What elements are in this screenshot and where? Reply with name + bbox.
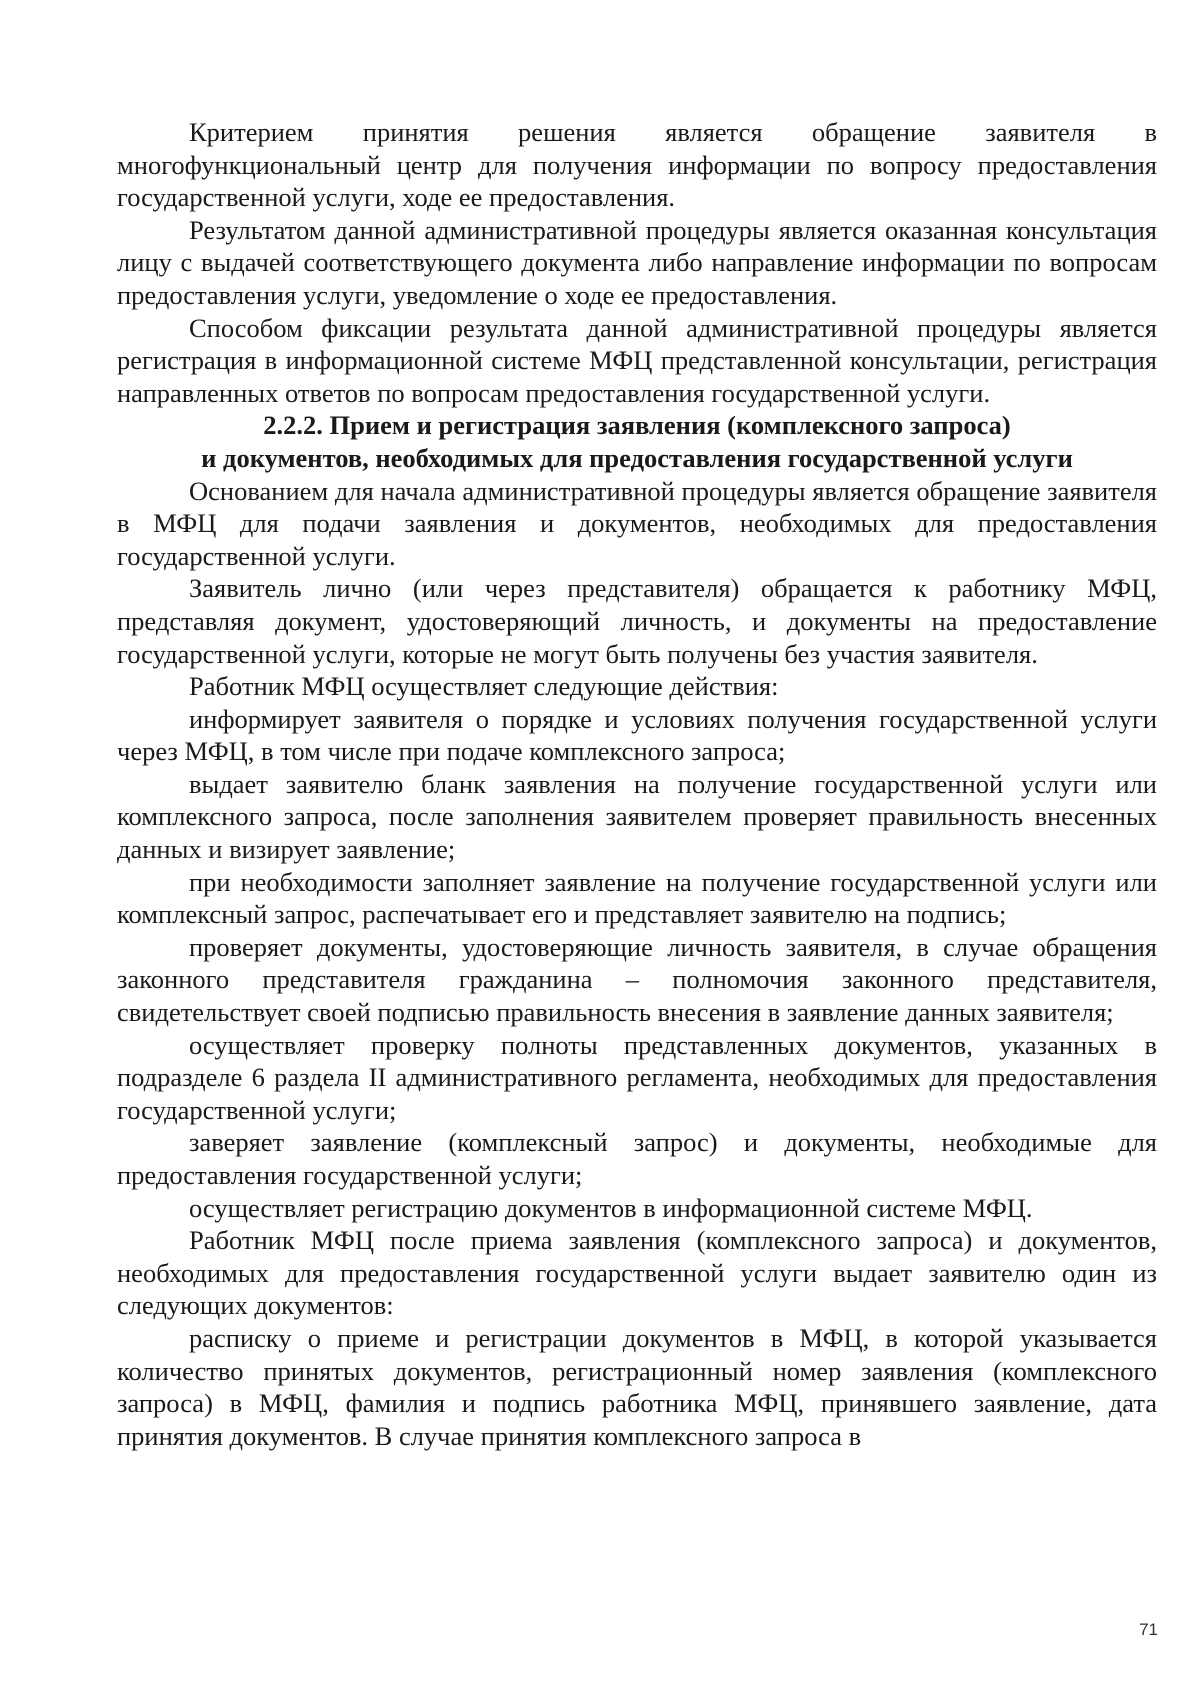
paragraph-procedure-basis: Основанием для начала административной процедуры является обращение заявителя в МФЦ для подачи заявления и документов, необходимых для предоставления государственной услуги.	[117, 475, 1157, 571]
list-item-issues-form: выдает заявителю бланк заявления на получение государственной услуги или комплексного запроса, после заполнения заявителем проверяет правильность внесенных данных и визирует заявление;	[117, 768, 1157, 865]
paragraph-worker-actions-intro: Работник МФЦ осуществляет следующие действия:	[189, 671, 779, 702]
paragraph-decision-criterion: Критерием принятия решения является обращение заявителя в многофункциональный центр для получения информации по вопросу предоставления государственной услуги, ходе ее предоставления.	[117, 117, 1157, 213]
list-item-certifies: заверяет заявление (комплексный запрос) и документы, необходимые для предоставления государственной услуги;	[117, 1127, 1157, 1190]
section-heading	[117, 409, 1157, 474]
section-heading-line-2: и документов, необходимых для предоставления государственной услуги	[201, 442, 1073, 473]
list-item-checks-identity: проверяет документы, удостоверяющие личность заявителя, в случае обращения законного представителя гражданина – полномочия законного представителя, свидетельствует своей подписью правильность внесения в заявление данных заявителя;	[117, 931, 1157, 1028]
paragraph-procedure-result: Результатом данной административной процедуры является оказанная консультация лицу с выдачей соответствующего документа либо направление информации по вопросам предоставления услуги, уведомление о ходе ее предоставления.	[117, 214, 1157, 310]
paragraph-receipt: расписку о приеме и регистрации документов в МФЦ, в которой указывается количество принятых документов, регистрационный номер заявления (комплексного запроса) в МФЦ, фамилия и подпись работника МФЦ, принявшего заявление, дата принятия документов. В случае принятия комплексного запроса в	[117, 1322, 1157, 1451]
list-item-checks-completeness: осуществляет проверку полноты представленных документов, указанных в подразделе 6 раздела II административного регламента, необходимых для предоставления государственной услуги;	[117, 1029, 1157, 1125]
page-number: 71	[1139, 1620, 1158, 1639]
list-item-informs: информирует заявителя о порядке и условиях получения государственной услуги через МФЦ, в том числе при подаче комплексного запроса;	[117, 703, 1157, 767]
paragraph-applicant-appeal: Заявитель лично (или через представителя) обращается к работнику МФЦ, представляя документ, удостоверяющий личность, и документы на предоставление государственной услуги, которые не могут быть получены без участия заявителя.	[117, 573, 1157, 669]
paragraph-documents-issued: Работник МФЦ после приема заявления (комплексного запроса) и документов, необходимых для предоставления государственной услуги выдает заявителю один из следующих документов:	[117, 1225, 1157, 1321]
paragraph-result-fixation: Способом фиксации результата данной административной процедуры является регистрация в информационной системе МФЦ представленной консультации, регистрация направленных ответов по вопросам предоставления государственной услуги.	[117, 312, 1157, 408]
section-heading-line-1: 2.2.2. Прием и регистрация заявления (комплексного запроса)	[263, 410, 1011, 441]
list-item-registers: осуществляет регистрацию документов в информационной системе МФЦ.	[189, 1192, 1033, 1223]
list-item-fills-application: при необходимости заполняет заявление на получение государственной услуги или комплексный запрос, распечатывает его и представляет заявителю на подпись;	[117, 866, 1157, 930]
document-body	[117, 116, 1157, 1452]
